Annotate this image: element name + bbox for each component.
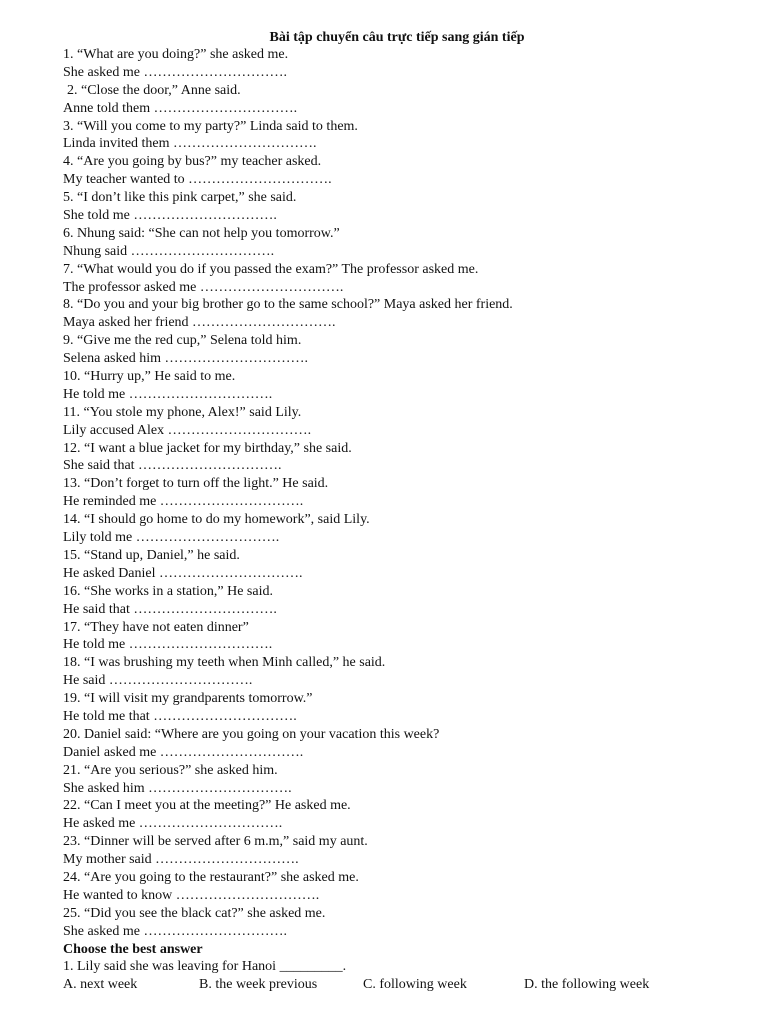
reported-speech-answer-line[interactable]: He reminded me …………………………. xyxy=(63,494,304,510)
exercise-item-8 xyxy=(63,296,748,332)
direct-speech-sentence: 20. Daniel said: “Where are you going on your vacation this week? xyxy=(63,726,440,742)
direct-speech-sentence: 24. “Are you going to the restaurant?” she asked me. xyxy=(63,869,359,885)
direct-speech-sentence: 21. “Are you serious?” she asked him. xyxy=(63,762,278,778)
direct-speech-sentence: 19. “I will visit my grandparents tomorrow.” xyxy=(63,691,313,707)
exercise-item-5 xyxy=(63,189,748,225)
direct-speech-sentence: 12. “I want a blue jacket for my birthday,” she said. xyxy=(63,440,352,456)
mcq-prompt: 1. Lily said she was leaving for Hanoi _________. xyxy=(63,959,347,975)
exercise-item-15 xyxy=(63,547,748,583)
direct-speech-sentence: 15. “Stand up, Daniel,” he said. xyxy=(63,547,240,563)
exercise-item-25 xyxy=(63,905,748,941)
option-a[interactable]: A. next week xyxy=(63,977,138,993)
reported-speech-answer-line[interactable]: The professor asked me …………………………. xyxy=(63,279,344,295)
reported-speech-answer-line[interactable]: He told me …………………………. xyxy=(63,386,273,402)
option-b[interactable]: B. the week previous xyxy=(199,977,318,993)
exercise-item-22 xyxy=(63,797,748,833)
reported-speech-answer-line[interactable]: My mother said …………………………. xyxy=(63,852,299,868)
reported-speech-answer-line[interactable]: Selena asked him …………………………. xyxy=(63,351,308,367)
exercise-item-21 xyxy=(63,762,748,798)
exercise-item-17 xyxy=(63,619,748,655)
reported-speech-answer-line[interactable]: Maya asked her friend …………………………. xyxy=(63,315,336,331)
reported-speech-answer-line[interactable]: Lily accused Alex …………………………. xyxy=(63,422,312,438)
direct-speech-sentence: 3. “Will you come to my party?” Linda said to them. xyxy=(63,118,358,134)
exercise-item-14 xyxy=(63,511,748,547)
exercise-item-6 xyxy=(63,225,748,261)
exercise-item-20 xyxy=(63,726,748,762)
exercise-item-13 xyxy=(63,475,748,511)
multiple-choice-question xyxy=(63,958,748,994)
direct-speech-sentence: 1. “What are you doing?” she asked me. xyxy=(63,47,289,62)
exercise-item-9 xyxy=(63,332,748,368)
reported-speech-answer-line[interactable]: Lily told me …………………………. xyxy=(63,530,280,546)
exercise-item-23 xyxy=(63,833,748,869)
reported-speech-answer-line[interactable]: He asked me …………………………. xyxy=(63,816,283,832)
direct-speech-sentence: 14. “I should go home to do my homework”, said Lily. xyxy=(63,512,370,528)
direct-speech-sentence: 5. “I don’t like this pink carpet,” she said. xyxy=(63,190,297,206)
direct-speech-sentence: 13. “Don’t forget to turn off the light.” He said. xyxy=(63,476,329,492)
reported-speech-answer-line[interactable]: He told me …………………………. xyxy=(63,637,273,653)
exercise-item-1 xyxy=(63,46,748,82)
exercise-item-11 xyxy=(63,404,748,440)
exercise-item-19 xyxy=(63,690,748,726)
option-d[interactable]: D. the following week xyxy=(524,977,650,993)
mcq-options xyxy=(63,976,748,994)
exercise-item-16 xyxy=(63,583,748,619)
exercise-item-3 xyxy=(63,118,748,154)
section-heading: Choose the best answer xyxy=(63,941,203,957)
option-c[interactable]: C. following week xyxy=(363,977,467,993)
direct-speech-sentence: 9. “Give me the red cup,” Selena told him. xyxy=(63,333,302,349)
direct-speech-sentence: 11. “You stole my phone, Alex!” said Lily. xyxy=(63,404,302,420)
exercise-item-12 xyxy=(63,440,748,476)
direct-speech-sentence: 17. “They have not eaten dinner” xyxy=(63,619,249,635)
exercise-item-2 xyxy=(63,82,748,118)
reported-speech-answer-line[interactable]: Linda invited them …………………………. xyxy=(63,136,317,152)
direct-speech-sentence: 4. “Are you going by bus?” my teacher asked. xyxy=(63,154,322,170)
reported-speech-answer-line[interactable]: He asked Daniel …………………………. xyxy=(63,565,303,581)
direct-speech-sentence: 16. “She works in a station,” He said. xyxy=(63,583,273,599)
direct-speech-sentence: 10. “Hurry up,” He said to me. xyxy=(63,369,236,385)
reported-speech-answer-line[interactable]: She asked me …………………………. xyxy=(63,923,287,939)
exercise-item-18 xyxy=(63,654,748,690)
reported-speech-answer-line[interactable]: She told me …………………………. xyxy=(63,208,277,224)
reported-speech-answer-line[interactable]: She asked him …………………………. xyxy=(63,780,292,796)
reported-speech-answer-line[interactable]: My teacher wanted to …………………………. xyxy=(63,172,332,188)
reported-speech-answer-line[interactable]: He said that …………………………. xyxy=(63,601,277,617)
exercise-item-10 xyxy=(63,368,748,404)
direct-speech-sentence: 6. Nhung said: “She can not help you tomorrow.” xyxy=(63,225,340,241)
direct-speech-sentence: 25. “Did you see the black cat?” she asked me. xyxy=(63,905,326,921)
reported-speech-answer-line[interactable]: Anne told them …………………………. xyxy=(63,100,298,116)
direct-speech-sentence: 22. “Can I meet you at the meeting?” He asked me. xyxy=(63,798,351,814)
direct-speech-sentence: 8. “Do you and your big brother go to the same school?” Maya asked her friend. xyxy=(63,297,513,313)
reported-speech-answer-line[interactable]: He wanted to know …………………………. xyxy=(63,887,320,903)
direct-speech-sentence: 7. “What would you do if you passed the exam?” The professor asked me. xyxy=(63,261,479,277)
direct-speech-sentence: 23. “Dinner will be served after 6 m.m,” said my aunt. xyxy=(63,834,368,850)
reported-speech-answer-line[interactable]: He told me that …………………………. xyxy=(63,708,297,724)
worksheet-title: Bài tập chuyển câu trực tiếp sang gián tiếp xyxy=(269,30,525,45)
reported-speech-answer-line[interactable]: Daniel asked me …………………………. xyxy=(63,744,304,760)
exercise-item-4 xyxy=(63,153,748,189)
reported-speech-answer-line[interactable]: She said that …………………………. xyxy=(63,458,282,474)
direct-speech-sentence: 2. “Close the door,” Anne said. xyxy=(67,82,241,98)
exercise-item-24 xyxy=(63,869,748,905)
exercise-item-7 xyxy=(63,261,748,297)
reported-speech-answer-line[interactable]: She asked me …………………………. xyxy=(63,64,287,80)
direct-speech-sentence: 18. “I was brushing my teeth when Minh called,” he said. xyxy=(63,655,386,671)
reported-speech-answer-line[interactable]: Nhung said …………………………. xyxy=(63,243,275,259)
reported-speech-answer-line[interactable]: He said …………………………. xyxy=(63,673,253,689)
exercise-list xyxy=(63,46,748,994)
